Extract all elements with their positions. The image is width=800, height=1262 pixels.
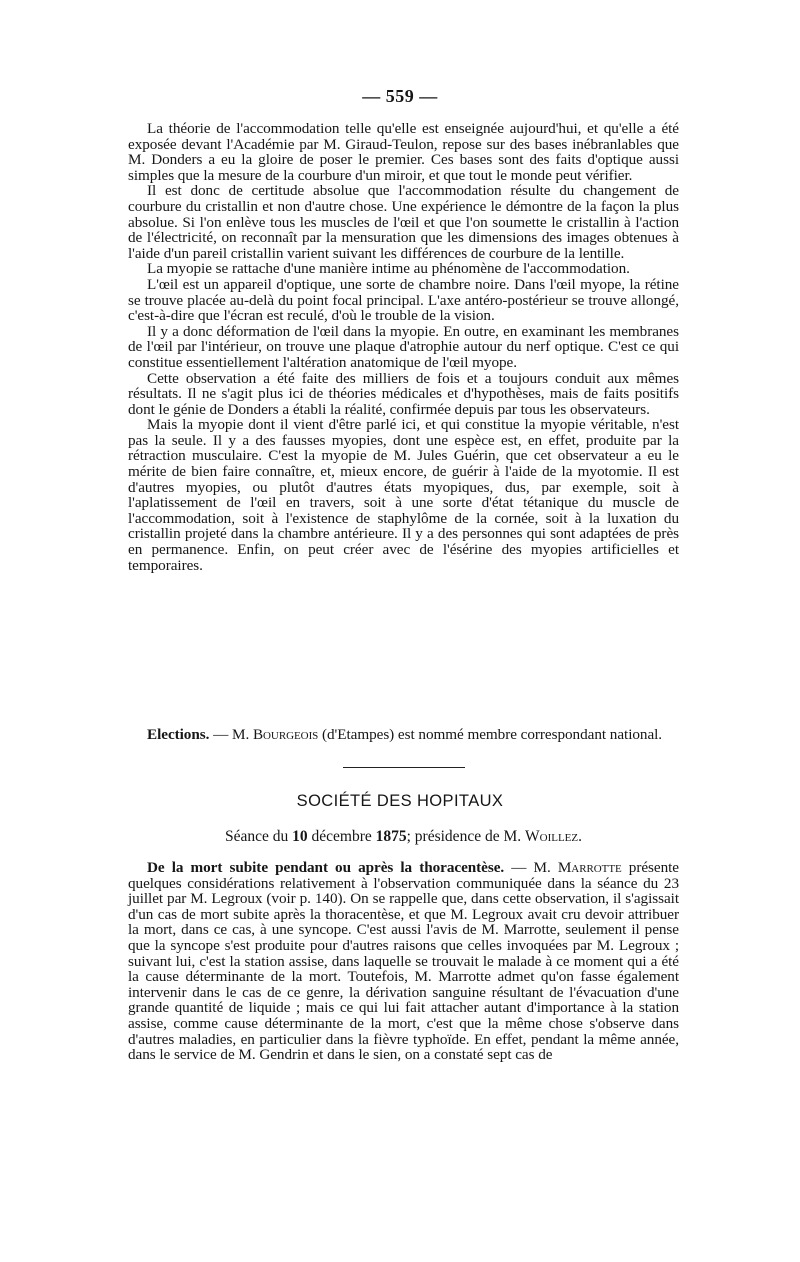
thoracentesis-article (128, 860, 679, 1063)
paragraph: La myopie se rattache d'une manière intime au phénomène de l'accommodation. (147, 260, 630, 278)
elections-member-name: Bourgeois (252, 726, 319, 743)
page-number: — 559 — (362, 86, 438, 106)
paragraph: L'œil est un appareil d'optique, une sorte de chambre noire. Dans l'œil myope, la rétine se trouve placée au-delà du point focal principal. L'axe antéro-postérieur se trouve allongé, c'est-à-dire que l'écran est reculé, d'où le trouble de la vision. (128, 275, 679, 325)
session-day: 10 (292, 828, 308, 845)
session-suffix: ; présidence de M. (406, 828, 525, 845)
section-title: SOCIÉTÉ DES HOPITAUX (296, 792, 504, 810)
article-body-text: présente quelques considérations relativement à l'observation communiquée dans la séance du 23 juillet par M. Legroux (voir p. 140). On se rappelle que, dans cette observation, il s'agissait d'un cas de mort subite après la thoracentèse, et que M. Legroux avait cru devoir attribuer la mort, dans ce cas, à une syncope. C'est aussi l'avis de M. Marrotte, seulement il pense que la syncope s'est produite pour d'autres raisons que celles invoquées par M. Legroux ; suivant lui, c'est la station assise, dans laquelle se trouvait le malade à ce moment qui a été la cause déterminante de la mort. Toutefois, M. Marrotte admet qu'on fasse également intervenir dans le cas de ce genre, la dérivation sanguine résultant de l'évacuation d'une grande quantité de liquide ; mais ce qui lui fait attacher autant d'importance à la station assise, comme cause déterminante de la mort, c'est que la même chose s'observe dans d'autres maladies, en particulier dans la fièvre typhoïde. En effet, pendant la même année, dans le service de M. Gendrin et dans le sien, on a constaté sept cas de (128, 859, 679, 1064)
elections-paragraph (128, 727, 679, 743)
session-president: Woillez (525, 828, 579, 845)
paragraph: Il y a donc déformation de l'œil dans la myopie. En outre, en examinant les membranes de l'œil par l'intérieur, on trouve une plaque d'atrophie autour du nerf optique. C'est ce qui constitue essentiellement l'altération anatomique de l'œil myope. (128, 322, 679, 371)
elections-label: Elections. (147, 726, 210, 743)
paragraph: Mais la myopie dont il vient d'être parlé ici, et qui constitue la myopie véritable, n'est pas la seule. Il y a des fausses myopies, dont une espèce est, en effet, produite par la rétraction musculaire. C'est la myopie de M. Jules Guérin, que cet observateur a eu le mérite de bien faire connaître, et, mieux encore, de guérir à l'aide de la myotomie. Il est d'autres myopies, ou plutôt d'autres états myopiques, dus, par exemple, soit à l'aplatissement de l'œil en travers, soit à une sorte d'état tétanique du muscle de l'accommodation, soit à l'existence de staphylôme de la cornée, soit à la luxation du cristallin projeté dans la chambre antérieure. Il y a des personnes qui sont adaptées de près en permanence. Enfin, on peut créer avec de l'ésérine des myopies artificielles et temporaires. (128, 416, 679, 574)
session-prefix: Séance du (224, 828, 293, 845)
article-heading: De la mort subite pendant ou après la thoracentèse. (147, 859, 505, 876)
session-end: . (578, 828, 582, 845)
session-month: décembre (307, 828, 376, 845)
article-author: Marrotte (557, 859, 622, 876)
thoracentesis-paragraph (128, 860, 679, 1063)
paragraph: La théorie de l'accommodation telle qu'elle est enseignée aujourd'hui, et qu'elle a été exposée devant l'Académie par M. Giraud-Teulon, repose sur des bases inébranlables que M. Donders a eu la gloire de poser le premier. Ces bases sont des faits d'optique aussi simples que la mesure de la courbure d'un miroir, et que tout le monde peut vérifier. (128, 120, 679, 184)
article-dash: — M. (504, 859, 558, 876)
session-line (128, 828, 679, 846)
session-year: 1875 (375, 828, 407, 845)
elections-notice (128, 727, 679, 743)
elections-dash: — M. (209, 726, 253, 743)
section-divider (343, 767, 465, 768)
paragraph: Cette observation a été faite des milliers de fois et a toujours conduit aux mêmes résultats. Il ne s'agit plus ici de théories médicales et d'hypothèses, mais de faits positifs dont le génie de Donders a établi la réalité, confirmée depuis par tous les observateurs. (128, 369, 679, 418)
article-body (128, 121, 679, 573)
elections-text: (d'Etampes) est nommé membre correspondant national. (318, 726, 663, 743)
paragraph: Il est donc de certitude absolue que l'accommodation résulte du changement de courbure du cristallin et non d'autre chose. Une expérience le démontre de la façon la plus absolue. Si l'on enlève tous les muscles de l'œil et que l'on soumette le cristallin à l'action de l'électricité, on reconnaît par la mensuration que les dimensions des images obtenues à l'aide d'un pareil cristallin varient suivant les différences de courbure de la lentille. (128, 182, 679, 262)
